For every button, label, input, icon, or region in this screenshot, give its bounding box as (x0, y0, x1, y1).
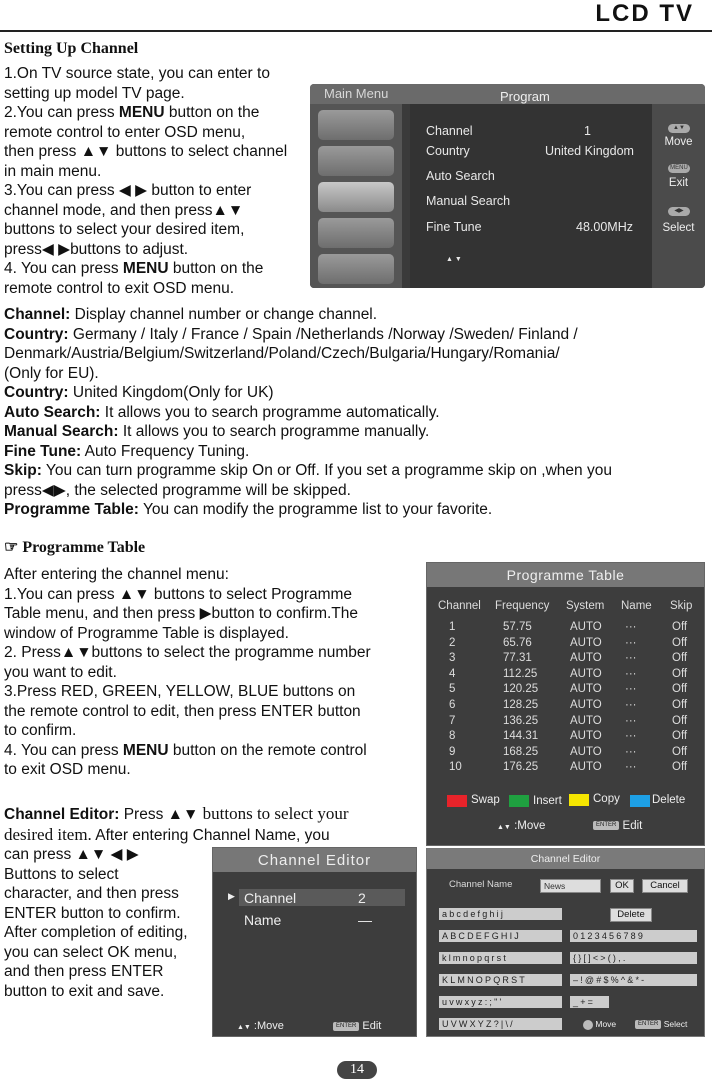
key-row-lower-2[interactable]: klmnopqrst (439, 952, 562, 964)
blue-button-icon (630, 795, 650, 807)
programme-instructions: After entering the channel menu: 1.You can press ▲▼ buttons to select Programme Table menu, and then press ▶button to confirm.The window of Programme Table is displayed. 2. Press▲▼buttons to select the programme number you want to edit. 3.Press RED, GREEN, YELLOW, BLUE buttons on the remote control to edit, then press ENTER button to confirm. 4. You can press MENU button on the remote control to exit OSD menu. (4, 566, 371, 778)
select-hint: ENTER Select (635, 1019, 687, 1029)
table-cell: 2 (449, 636, 456, 649)
main-menu-label: Main Menu (324, 86, 389, 101)
table-cell: ··· (625, 621, 637, 633)
green-button-icon (509, 795, 529, 807)
left-right-arrows-icon: ◀ ▶ (41, 240, 71, 258)
channel-editor-screenshot (212, 847, 417, 1037)
menu-item-fine-tune[interactable]: Fine Tune (426, 220, 482, 234)
ok-button[interactable]: OK (610, 879, 634, 893)
country-value: United Kingdom (545, 144, 634, 158)
table-cell: ··· (625, 745, 637, 758)
cancel-button[interactable]: Cancel (642, 879, 688, 893)
delete-button[interactable]: Delete (610, 908, 652, 922)
up-down-arrows-icon: ▲▼ (212, 201, 244, 219)
table-cell: AUTO (570, 761, 602, 774)
programme-table-title: Programme Table (427, 563, 704, 587)
name-label[interactable]: Name (244, 912, 282, 928)
table-cell: Off (672, 621, 688, 633)
table-cell: 9 (449, 745, 456, 758)
table-cell: AUTO (570, 652, 602, 665)
program-label: Program (500, 89, 550, 104)
table-cell: 10 (449, 761, 462, 774)
red-button-icon (447, 795, 467, 807)
program-menu-body (410, 104, 652, 288)
menu-pill-icon: MENU (668, 164, 690, 173)
setup-tab-icon[interactable] (318, 254, 394, 284)
channel-value: 1 (584, 124, 591, 138)
table-cell: Off (672, 714, 688, 727)
menu-hints (652, 104, 705, 288)
main-menu-header (310, 84, 705, 104)
table-cell: ··· (625, 636, 637, 649)
menu-item-auto-search[interactable]: Auto Search (426, 169, 495, 183)
table-cell: Off (672, 652, 688, 665)
move-hint: Move (664, 136, 693, 148)
menu-tabs (310, 104, 402, 288)
document-title: LCD TV (595, 0, 694, 27)
table-cell: 77.31 (503, 652, 532, 665)
table-cell: 176.25 (503, 761, 539, 774)
table-cell: ··· (625, 699, 637, 711)
key-row-upper-2[interactable]: KLMNOPQRST (439, 974, 562, 986)
programme-heading: ☞ Programme Table (4, 539, 146, 556)
copy-label: Copy (593, 793, 620, 805)
left-right-arrows-icon: ◀ ▶ (118, 182, 148, 199)
col-skip: Skip (670, 600, 693, 612)
sound-tab-icon[interactable] (318, 146, 394, 176)
table-cell: AUTO (570, 621, 602, 633)
table-cell: 5 (449, 683, 456, 696)
edit-hint: ENTER Edit (593, 820, 642, 832)
menu-item-channel[interactable]: Channel (426, 124, 473, 138)
select-pill-icon: ◀▶ (668, 207, 690, 216)
table-cell: 7 (449, 714, 456, 727)
direction-arrows-icon: ▲▼ ◀ ▶ (75, 846, 139, 863)
channel-editor-title: Channel Editor (213, 848, 416, 872)
page-number: 14 (337, 1061, 377, 1079)
table-cell: 168.25 (503, 745, 539, 758)
move-hint: ▲▼ :Move (497, 820, 546, 832)
col-frequency: Frequency (495, 600, 550, 612)
table-cell: AUTO (570, 699, 602, 711)
key-row-lower-3[interactable]: uvwxyz:;"' (439, 996, 562, 1008)
main-menu-screenshot (310, 84, 705, 288)
picture-tab-icon[interactable] (318, 110, 394, 140)
channel-editor-instructions: Channel Editor: Press ▲▼ buttons to select your desired item. After entering Channel Name, you can press ▲▼ ◀ ▶ Buttons to select character, and then press ENTER button to confirm. After completion of editing, you can select OK menu, and then press ENTER button to exit and save. (4, 804, 349, 1000)
table-cell: ··· (625, 761, 637, 774)
keyboard-body (427, 869, 704, 1036)
move-pill-icon: ▲▼ (668, 124, 690, 133)
move-hint: Move (583, 1019, 616, 1030)
table-cell: Off (672, 667, 688, 680)
channel-value: 2 (358, 890, 366, 906)
table-cell: 1 (449, 621, 456, 633)
menu-item-manual-search[interactable]: Manual Search (426, 194, 511, 208)
table-cell: 57.75 (503, 621, 532, 633)
move-hint: ▲▼ :Move (237, 1020, 284, 1032)
up-down-arrows-icon: ▲▼ (118, 585, 150, 603)
yellow-button-icon (569, 794, 589, 806)
table-cell: ··· (625, 652, 637, 665)
table-cell: AUTO (570, 636, 602, 649)
table-cell: Off (672, 683, 688, 696)
table-cell: ··· (625, 667, 637, 680)
table-cell: 4 (449, 667, 456, 680)
setup-instructions: 1.On TV source state, you can enter to setting up model TV page. 2.You can press MENU button on the remote control to enter OSD menu, then press ▲▼ buttons to select channel in main menu. 3.You can press ◀ ▶ button to enter channel mode, and then press▲▼ buttons to select your desired item, press◀ ▶buttons to adjust. 4. You can press MENU button on the remote control to exit OSD menu. (4, 65, 288, 297)
up-down-arrows-icon: ▲▼ (80, 143, 112, 160)
table-cell: 120.25 (503, 683, 539, 696)
keyboard-title: Channel Editor (427, 849, 704, 869)
table-cell: AUTO (570, 667, 602, 680)
channel-name-keyboard-screenshot (426, 848, 705, 1037)
table-cell: 6 (449, 699, 456, 711)
delete-label: Delete (652, 794, 686, 806)
table-cell: ··· (625, 714, 637, 727)
table-cell: 136.25 (503, 714, 539, 727)
table-cell: 65.76 (503, 636, 532, 649)
menu-item-country[interactable]: Country (426, 144, 470, 158)
channel-label[interactable]: Channel (244, 890, 297, 906)
col-channel: Channel (438, 600, 481, 612)
key-row-upper-1[interactable]: ABCDEFGHIJ (439, 930, 562, 942)
up-down-arrows-icon: ▲▼ (167, 806, 199, 823)
insert-label: Insert (533, 795, 562, 807)
table-cell: AUTO (570, 683, 602, 696)
channel-name-input[interactable]: News (540, 879, 601, 893)
table-cell: AUTO (570, 730, 602, 743)
table-cell: 128.25 (503, 699, 539, 711)
select-hint: Select (662, 222, 695, 234)
table-cell: ··· (625, 730, 637, 743)
key-row-symbols[interactable]: –!@#$%^&*- (570, 974, 697, 986)
edit-hint: ENTER Edit (333, 1020, 381, 1032)
right-arrow-icon: ▶ (199, 605, 212, 622)
table-cell: 112.25 (503, 667, 538, 680)
programme-table-screenshot (426, 562, 705, 846)
exit-hint: Exit (668, 177, 689, 189)
table-cell: Off (672, 699, 688, 711)
up-down-arrows-icon: ▲▼ (60, 644, 92, 661)
key-row-digits[interactable]: 0123456789 (570, 930, 697, 942)
key-row-lower-1[interactable]: abcdefghij (439, 908, 562, 920)
table-cell: AUTO (570, 745, 602, 758)
function-tab-icon[interactable] (318, 218, 394, 248)
fine-tune-value: 48.00MHz (576, 220, 633, 234)
table-cell: 8 (449, 730, 456, 743)
key-row-upper-3[interactable]: UVWXYZ?|\/ (439, 1018, 562, 1030)
channel-tab-icon[interactable] (318, 182, 394, 212)
definitions-list: Channel: Display channel number or change channel. Country: Germany / Italy / France / Spain /Netherlands /Norway /Sweden/ Finland / Denmark/Austria/Belgium/Switzerland/Poland/Czech/Bulgaria/Hungary/Romania/ (Only for EU). Country: United Kingdom(Only for UK) Auto Search: It allows you to search programme automatically. Manual Search: It allows you to search programme manually. Fine Tune: Auto Frequency Tuning. Skip: You can turn programme skip On or Off. If you set a programme skip on ,when you press◀▶, the selected programme will be skipped. Programme Table: You can modify the programme list to your favorite. (4, 306, 612, 518)
key-row-misc[interactable]: _+= (570, 996, 609, 1008)
table-cell: Off (672, 636, 688, 649)
channel-name-label: Channel Name (449, 879, 513, 890)
key-row-brackets[interactable]: {}[]<>(),. (570, 952, 697, 964)
left-right-arrows-icon: ◀▶ (41, 481, 66, 499)
table-cell: Off (672, 745, 688, 758)
table-cell: AUTO (570, 714, 602, 727)
scroll-arrows-icon: ▲ ▼ (446, 256, 462, 263)
table-cell: ··· (625, 683, 637, 696)
pointing-hand-icon: ☞ (4, 539, 19, 556)
selection-arrow-icon: ▶ (228, 891, 235, 901)
setup-heading: Setting Up Channel (4, 40, 139, 57)
table-cell: Off (672, 730, 688, 743)
table-cell: 3 (449, 652, 456, 665)
swap-label: Swap (471, 794, 500, 806)
col-system: System (566, 600, 605, 612)
header-rule (0, 30, 712, 32)
col-name: Name (621, 600, 652, 612)
table-cell: Off (672, 761, 688, 774)
table-cell: 144.31 (503, 730, 539, 743)
name-value: — (358, 912, 372, 928)
